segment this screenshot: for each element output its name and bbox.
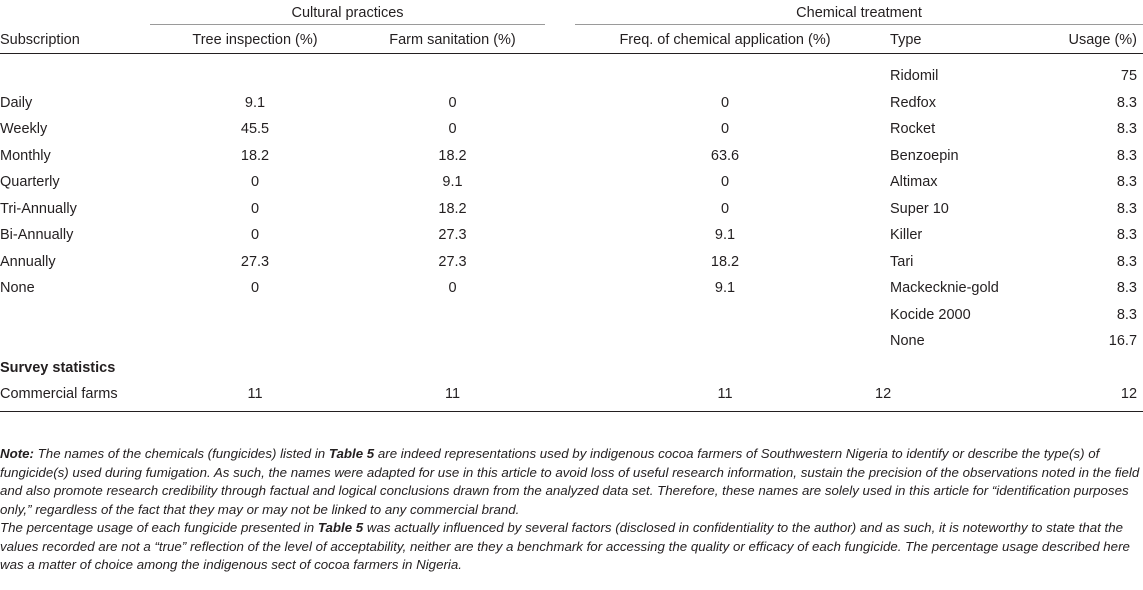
cell-type: Killer — [890, 227, 923, 243]
cell-tree-inspection: 0 — [250, 200, 260, 217]
table-row — [0, 54, 1143, 90]
cell-usage: 8.3 — [1116, 200, 1138, 217]
cell-farm-sanitation: 0 — [448, 280, 457, 296]
cell-usage: 8.3 — [1116, 174, 1138, 190]
table-row — [0, 90, 1143, 117]
table-row — [0, 275, 1143, 302]
cell-subscription: Quarterly — [0, 174, 60, 190]
table-row — [0, 169, 1143, 196]
cell-chemical-frequency: 11 — [575, 381, 875, 411]
cell-subscription: Survey statistics — [0, 359, 116, 376]
cell-usage: 8.3 — [1116, 253, 1138, 270]
table-row — [0, 328, 1143, 355]
cell-subscription: Annually — [0, 253, 56, 270]
cell-farm-sanitation — [360, 302, 545, 329]
cell-chemical-frequency — [575, 355, 875, 382]
table-row — [0, 116, 1143, 143]
cell-tree-inspection: 27.3 — [240, 253, 270, 270]
col-type: Type — [875, 27, 1045, 54]
cell-farm-sanitation: 18.2 — [438, 147, 467, 164]
col-chemical-frequency: Freq. of chemical application (%) — [575, 27, 875, 54]
cell-chemical-frequency: 0 — [720, 200, 730, 217]
note-paragraph-1: Note: The names of the chemicals (fungicides) listed in Table 5 are indeed representations used by indigenous cocoa farmers of Southwestern Nigeria to identify or describe the type(s) of fungicide(s) used during fumigation. As such, the names were adapted for use in this article to avoid loss of useful research information, sustain the precision of the observations noted in the field and also promote research credibility through factual and logical conclusions drawn from the analyzed data set. Therefore, these names are solely used in this article for “identification purposes only,” regardless of the fact that they may or may not be linked to any commercial brand. — [0, 446, 1140, 517]
note-paragraph-2: The percentage usage of each fungicide presented in Table 5 was actually influenced by several factors (disclosed in confidentiality to the author) and as such, it is noteworthy to state that the values recorded are not a “true” reflection of the level of acceptability, neither are they a benchmark for accessing the quality or efficacy of each fungicide. The percentage usage described here was a matter of choice among the indigenous sect of cocoa farmers in Nigeria. — [0, 520, 1130, 572]
cell-farm-sanitation — [360, 54, 545, 90]
cell-usage: 16.7 — [1108, 333, 1138, 349]
cell-farm-sanitation — [360, 328, 545, 355]
cell-tree-inspection: 0 — [250, 280, 260, 296]
cell-chemical-frequency: 9.1 — [714, 227, 736, 243]
table-row — [0, 249, 1143, 276]
cell-farm-sanitation: 18.2 — [438, 200, 467, 217]
table-reference: Table 5 — [328, 446, 375, 461]
cell-type — [875, 355, 1045, 382]
cell-usage: 8.3 — [1116, 94, 1138, 111]
table-row — [0, 222, 1143, 249]
cell-type: Ridomil — [890, 68, 939, 84]
cell-type: 12 — [875, 381, 1045, 411]
cell-subscription: Bi-Annually — [0, 227, 74, 243]
cell-chemical-frequency: 0 — [720, 174, 730, 190]
cell-chemical-frequency: 9.1 — [714, 280, 736, 296]
cell-usage: 75 — [1120, 68, 1138, 84]
cell-tree-inspection: 0 — [250, 174, 260, 190]
cell-usage: 8.3 — [1116, 227, 1138, 243]
cell-type: Mackecknie-gold — [890, 280, 999, 296]
cell-chemical-frequency: 0 — [720, 94, 730, 111]
table-row — [0, 196, 1143, 223]
group-cultural-practices: Cultural practices — [150, 0, 545, 27]
cell-tree-inspection — [150, 302, 360, 329]
cell-subscription: Weekly — [0, 121, 48, 137]
cell-farm-sanitation: 27.3 — [438, 227, 467, 243]
cell-farm-sanitation: 27.3 — [438, 253, 467, 270]
table-row — [0, 302, 1143, 329]
cell-type: Super 10 — [890, 200, 949, 217]
cell-tree-inspection — [150, 355, 360, 382]
cell-chemical-frequency: 18.2 — [710, 253, 740, 270]
cell-chemical-frequency: 0 — [720, 121, 730, 137]
cell-type: Rocket — [890, 121, 936, 137]
cell-subscription: Commercial farms — [0, 381, 150, 411]
cell-farm-sanitation: 0 — [448, 94, 457, 111]
cell-subscription — [0, 302, 150, 329]
table-row — [0, 143, 1143, 170]
cell-subscription — [0, 54, 150, 90]
cell-tree-inspection — [150, 54, 360, 90]
cell-tree-inspection: 11 — [150, 381, 360, 411]
table-row — [0, 381, 1143, 411]
note-label: Note: — [0, 446, 34, 461]
table-note — [0, 445, 1143, 575]
cell-tree-inspection: 0 — [250, 227, 260, 243]
col-tree-inspection: Tree inspection (%) — [150, 27, 360, 54]
cell-type: Redfox — [890, 94, 936, 111]
cell-subscription: Monthly — [0, 147, 51, 164]
cell-subscription: None — [0, 280, 35, 296]
cell-farm-sanitation: 9.1 — [442, 174, 463, 190]
cell-farm-sanitation — [360, 355, 545, 382]
col-farm-sanitation: Farm sanitation (%) — [360, 27, 545, 54]
cell-subscription: Tri-Annually — [0, 200, 77, 217]
cell-chemical-frequency — [575, 302, 875, 329]
group-header-row — [0, 0, 1143, 27]
cell-tree-inspection: 9.1 — [244, 94, 266, 111]
cell-farm-sanitation: 11 — [360, 381, 545, 411]
group-chemical-treatment: Chemical treatment — [575, 0, 1143, 27]
cell-usage: 8.3 — [1116, 280, 1138, 296]
table-row — [0, 355, 1143, 382]
cell-type: Tari — [890, 253, 914, 270]
cell-usage: 8.3 — [1116, 306, 1138, 323]
cell-chemical-frequency: 63.6 — [710, 147, 740, 164]
cell-subscription: Daily — [0, 94, 33, 111]
cell-usage: 8.3 — [1116, 147, 1138, 164]
cell-subscription — [0, 328, 150, 355]
cell-farm-sanitation: 0 — [448, 121, 457, 137]
cell-type: Kocide 2000 — [890, 306, 971, 323]
table-reference: Table 5 — [317, 520, 364, 535]
cell-usage: 8.3 — [1116, 121, 1138, 137]
col-subscription: Subscription — [0, 27, 150, 54]
cell-tree-inspection — [150, 328, 360, 355]
column-header-row — [0, 27, 1143, 54]
cell-usage — [1045, 355, 1143, 382]
cell-type: Benzoepin — [890, 147, 959, 164]
cell-chemical-frequency — [575, 54, 875, 90]
cell-type: None — [890, 333, 925, 349]
table-body — [0, 54, 1143, 412]
cell-type: Altimax — [890, 174, 938, 190]
cell-usage: 12 — [1045, 381, 1143, 411]
cell-chemical-frequency — [575, 328, 875, 355]
col-usage: Usage (%) — [1045, 27, 1143, 54]
cell-tree-inspection: 45.5 — [240, 121, 270, 137]
cell-tree-inspection: 18.2 — [240, 147, 270, 164]
